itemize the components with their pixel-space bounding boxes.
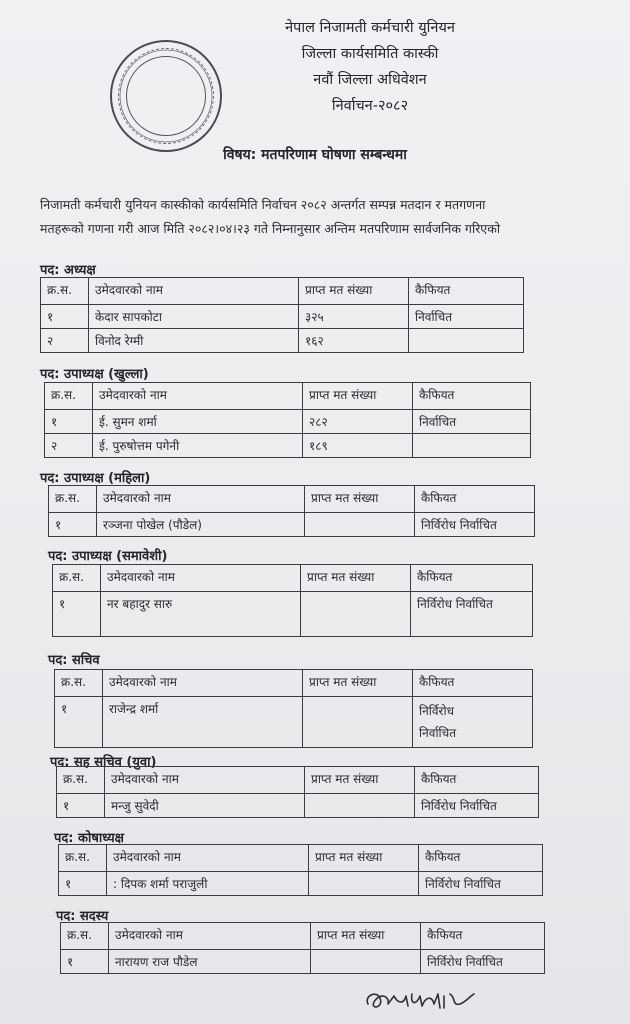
results-table-vp-open bbox=[44, 382, 531, 458]
col-sn: क्र.स. bbox=[41, 278, 89, 305]
results-table-member bbox=[60, 922, 545, 974]
post-title-member: पद: सदस्य bbox=[56, 909, 109, 924]
table-header-row: क्र.स. उमेदवारको नाम प्राप्त मत संख्या कैफियत bbox=[59, 845, 543, 872]
table-header-row: क्र.स. उमेदवारको नाम प्राप्त मत संख्या कैफियत bbox=[55, 670, 533, 697]
seal-ring-icon bbox=[112, 42, 220, 150]
table-header-row: क्र.स. उमेदवारको नाम प्राप्त मत संख्या कैफियत bbox=[57, 767, 539, 794]
table-row: १ रञ्जना पोखेल (पौडेल) निर्विरोध निर्वाचित bbox=[49, 513, 535, 537]
results-table-joint-secretary bbox=[56, 766, 539, 818]
table-row: २ विनोद रेग्मी १६२ bbox=[41, 329, 524, 353]
table-row: १ केदार सापकोटा ३२५ निर्वाचित bbox=[41, 305, 524, 329]
table-header-row: क्र.स. उमेदवारको नाम प्राप्त मत संख्या कैफियत bbox=[49, 486, 535, 513]
body-line-1: निजामती कर्मचारी युनियन कास्कीको कार्यसमिति निर्वाचन २०८२ अन्तर्गत सम्पन्न मतदान र मतगणना bbox=[40, 197, 486, 212]
results-table-president bbox=[40, 277, 524, 353]
table-header-row: क्र.स. उमेदवारको नाम प्राप्त मत संख्या कैफियत bbox=[61, 923, 545, 950]
header-convention: नवौं जिल्ला अधिवेशन bbox=[313, 72, 427, 88]
post-title-joint-secretary: पद: सह सचिव (युवा) bbox=[50, 755, 157, 770]
body-line-2: मतहरूको गणना गरी आज मिति २०८२।०४।२३ गते निम्नानुसार अन्तिम मतपरिणाम सार्वजनिक गरिएको bbox=[40, 221, 501, 236]
results-table-treasurer bbox=[58, 844, 543, 896]
table-header-row: क्र.स. उमेदवारको नाम प्राप्त मत संख्या कैफियत bbox=[53, 565, 533, 592]
post-title-vp-open: पद: उपाध्यक्ष (खुल्ला) bbox=[40, 367, 149, 382]
table-row: १ : दिपक शर्मा पराजुली निर्विरोध निर्वाचित bbox=[59, 872, 543, 896]
document-header bbox=[250, 15, 490, 119]
table-row: १ नारायण राज पौडेल निर्विरोध निर्वाचित bbox=[61, 950, 545, 974]
table-row: १ नर बहादुर सारु निर्विरोध निर्वाचित bbox=[53, 592, 533, 637]
handwritten-signature bbox=[360, 982, 480, 1018]
header-committee: जिल्ला कार्यसमिति कास्की bbox=[301, 46, 439, 62]
table-row: १ राजेन्द्र शर्मा निर्विरोध निर्वाचित bbox=[55, 697, 533, 748]
results-table-vp-women bbox=[48, 485, 535, 537]
union-seal-stamp bbox=[110, 40, 222, 152]
subject-line: विषय: मतपरिणाम घोषणा सम्बन्धमा bbox=[223, 147, 407, 163]
table-row: १ मन्जु सुवेदी निर्विरोध निर्वाचित bbox=[57, 794, 539, 818]
post-title-secretary: पद: सचिव bbox=[48, 653, 100, 668]
body-paragraph bbox=[40, 193, 628, 241]
col-name: उमेदवारको नाम bbox=[89, 278, 299, 305]
col-votes: प्राप्त मत संख्या bbox=[299, 278, 409, 305]
table-header-row bbox=[41, 278, 524, 305]
results-table-vp-inclusive bbox=[52, 564, 533, 637]
post-title-vp-women: पद: उपाध्यक्ष (महिला) bbox=[40, 471, 151, 486]
table-row: १ ई. सुमन शर्मा २८२ निर्वाचित bbox=[45, 410, 531, 434]
results-table-secretary bbox=[54, 669, 533, 748]
post-title-treasurer: पद: कोषाध्यक्ष bbox=[54, 831, 124, 846]
header-org-name: नेपाल निजामती कर्मचारी युनियन bbox=[285, 20, 455, 36]
col-remarks: कैफियत bbox=[409, 278, 524, 305]
post-title-president: पद: अध्यक्ष bbox=[40, 263, 96, 278]
post-title-vp-inclusive: पद: उपाध्यक्ष (समावेशी) bbox=[48, 549, 168, 564]
header-election: निर्वाचन-२०८२ bbox=[331, 98, 409, 114]
table-row: २ ई. पुरुषोत्तम पगेनी १८९ bbox=[45, 434, 531, 458]
table-header-row: क्र.स. उमेदवारको नाम प्राप्त मत संख्या कैफियत bbox=[45, 383, 531, 410]
remarks-two-line: निर्विरोध निर्वाचित bbox=[413, 697, 533, 748]
